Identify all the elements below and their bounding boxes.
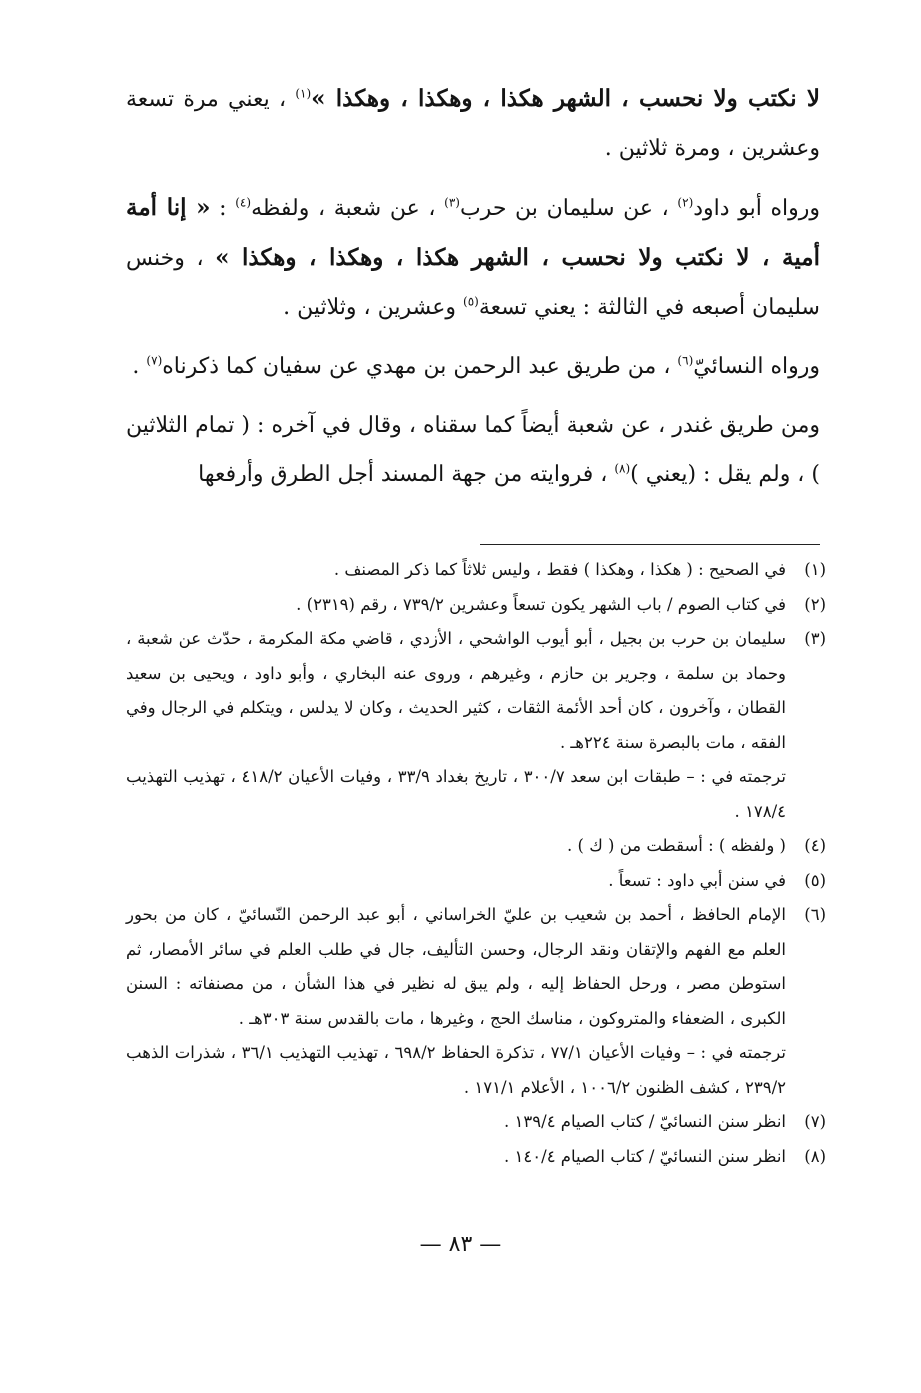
- footnote-text: في كتاب الصوم / باب الشهر يكون تسعاً وعشرين ٧٣٩/٢ ، رقم (٢٣١٩) .: [296, 594, 786, 614]
- paragraph-text: ، عن شعبة ، ولفظه: [251, 196, 445, 221]
- hadith-text-bold: لا نكتب ولا نحسب ، الشهر هكذا ، وهكذا ، وهكذا »: [311, 85, 820, 112]
- footnote-ref: (٤): [235, 195, 252, 210]
- footnote-number: (٧): [804, 1112, 826, 1131]
- paragraph-text: ، عن سليمان بن حرب: [459, 196, 678, 221]
- paragraph-text: وعشرين ، وثلاثين .: [283, 295, 463, 320]
- paragraph-2: [126, 183, 820, 332]
- footnote-text: انظر سنن النسائيّ / كتاب الصيام ١٤٠/٤ .: [504, 1146, 786, 1166]
- footnote-1: [126, 553, 826, 588]
- footnote-8: [126, 1140, 826, 1175]
- footnote-6-sources: ترجمته في : – وفيات الأعيان ٧٧/١ ، تذكرة الحفاظ ٦٩٨/٢ ، تهذيب التهذيب ٣٦/١ ، شذرات الذهب ٢٣٩/٢ ، كشف الظنون ١٠٠٦/٢ ، الأعلام ١٧١/١ .: [126, 1043, 787, 1097]
- footnote-5: [126, 864, 826, 899]
- footnote-number: (٨): [804, 1146, 826, 1166]
- footnote-number: (٥): [804, 870, 826, 890]
- footnote-number: (٣): [804, 629, 826, 648]
- footnote-ref: (٧): [146, 353, 163, 368]
- page-number: — ٨٣ —: [419, 1232, 502, 1257]
- footnote-text: ( ولفظه ) : أسقطت من ( ك ) .: [567, 836, 786, 855]
- footnote-ref: (٢): [677, 195, 694, 210]
- footnote-2: [126, 588, 826, 623]
- footnote-3-sources: ترجمته في : – طبقات ابن سعد ٣٠٠/٧ ، تاريخ بغداد ٣٣/٩ ، وفيات الأعيان ٤١٨/٢ ، تهذيب التهذيب ١٧٨/٤ .: [126, 767, 786, 821]
- paragraph-text: ، وخنس سليمان أصبعه في الثالثة : يعني تسعة: [126, 246, 820, 320]
- paragraph-text: .: [132, 354, 147, 379]
- paragraph-3: [126, 342, 820, 391]
- paragraph-text: ، فروايته من جهة المسند أجل الطرق وأرفعها: [198, 462, 615, 487]
- paragraph-text: ورواه أبو داود: [693, 196, 820, 221]
- footnote-text: الإمام الحافظ ، أحمد بن شعيب بن عليّ الخراساني ، أبو عبد الرحمن النّسائيّ ، كان من بحور العلم مع الفهم والإتقان ونقد الرجال، وحسن التأليف، جال في طلب العلم في سائر الأمصار، ثم استوطن مصر ، ورحل الحفاظ إليه ، ولم يبق له نظير في هذا الشأن ، من مصنفاته : السنن الكبرى ، الضعفاء والمتروكون ، مناسك الحج ، وغيرها ، مات بالقدس سنة ٣٠٣هـ .: [126, 905, 786, 1028]
- paragraph-text: ، يعني مرة تسعة وعشرين ، ومرة ثلاثين .: [126, 87, 820, 161]
- footnote-ref: (٨): [614, 461, 631, 476]
- footnote-ref: (٣): [444, 195, 460, 210]
- footnote-text: في سنن أبي داود : تسعاً .: [608, 870, 786, 890]
- footnote-number: (٦): [804, 905, 826, 924]
- paragraph-4: [126, 401, 820, 499]
- footnote-number: (١): [804, 560, 826, 579]
- footnote-number: (٤): [804, 836, 826, 855]
- footnote-number: (٢): [804, 594, 826, 614]
- hadith-text-bold: « إنا أمة أمية ، لا نكتب ولا نحسب ، الشهر هكذا ، وهكذا ، وهكذا »: [126, 194, 820, 271]
- main-text: [126, 74, 820, 509]
- footnote-text: انظر سنن النسائيّ / كتاب الصيام ١٣٩/٤ .: [504, 1112, 786, 1131]
- footnote-text: سليمان بن حرب بن بجيل ، أبو أيوب الواشحي ، الأزدي ، قاضي مكة المكرمة ، حدّث عن شعبة ، وحماد بن سلمة ، وجرير بن حازم ، وغيرهم ، وروى عنه البخاري ، وأبو داود ، ويحيى بن سعيد القطان ، وآخرون ، كان أحد الأئمة الثقات ، كثير الحديث ، وكان لا يدلس ، ويتكلم في الرجال وفي الفقه ، مات بالبصرة سنة ٢٢٤هـ .: [126, 629, 786, 752]
- footnote-separator: [480, 544, 820, 545]
- footnote-ref: (٥): [463, 294, 479, 309]
- footnote-4: [126, 829, 826, 864]
- footnote-7: [126, 1105, 826, 1140]
- footnotes: [126, 553, 826, 1174]
- paragraph-text: ومن طريق غندر ، عن شعبة أيضاً كما سقناه ، وقال في آخره : ( تمام الثلاثين ) ، ولم يقل : (يعني ): [126, 413, 820, 487]
- footnote-ref: (١): [295, 86, 312, 101]
- footnote-3: [126, 622, 826, 760]
- paragraph-text: :: [210, 196, 236, 221]
- paragraph-text: ، من طريق عبد الرحمن بن مهدي عن سفيان كما ذكرناه: [162, 354, 678, 379]
- footnote-6: [126, 898, 826, 1036]
- paragraph-text: ورواه النسائيّ: [693, 354, 820, 379]
- paragraph-1: [126, 74, 820, 173]
- footnote-ref: (٦): [677, 353, 694, 368]
- footnote-text: في الصحيح : ( هكذا ، وهكذا ) فقط ، وليس ثلاثاً كما ذكر المصنف .: [333, 560, 786, 579]
